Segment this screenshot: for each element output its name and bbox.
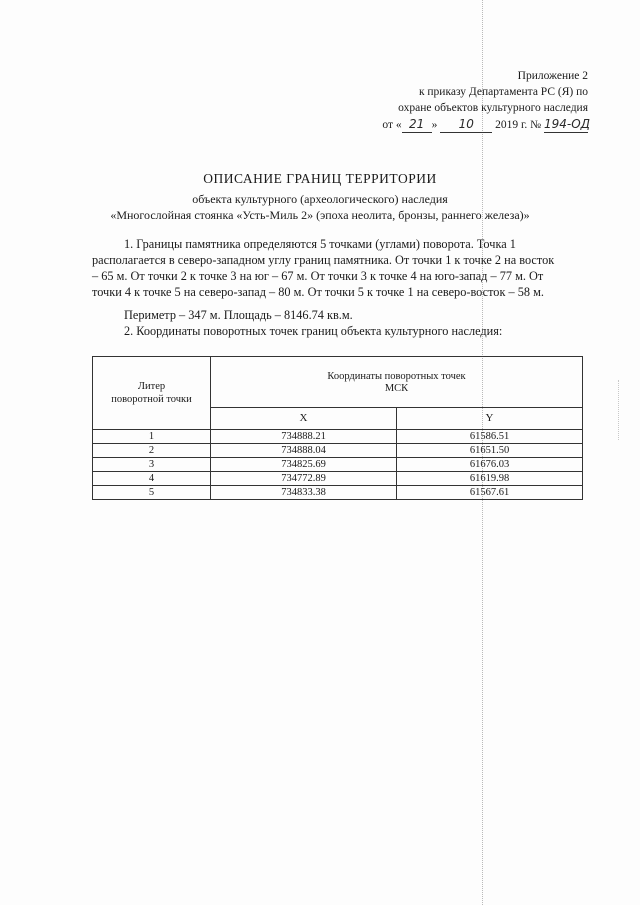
paragraph-line: – 65 м. От точки 2 к точке 3 на юг – 67 м. От точки 3 к точке 4 на юго-запад – 77 м. От <box>92 269 544 283</box>
appendix-department-line: охране объектов культурного наследия <box>398 102 588 114</box>
paragraph-line: 1. Границы памятника определяются 5 точками (углами) поворота. Точка 1 <box>124 237 516 251</box>
coordinates-intro-line: 2. Координаты поворотных точек границ объекта культурного наследия: <box>124 324 503 338</box>
header-coords-line2: МСК <box>384 382 409 394</box>
cell-point: 2 <box>93 444 211 458</box>
cell-point: 5 <box>93 486 211 500</box>
handwritten-order-number: 194-ОД <box>544 117 591 131</box>
perimeter-line: Периметр – 347 м. Площадь – 8146.74 кв.м. <box>124 308 353 322</box>
paragraph-perimeter <box>92 307 582 323</box>
cell-y: 61651.50 <box>397 444 583 458</box>
appendix-header <box>328 68 591 133</box>
document-subtitle-line1: объекта культурного (археологического) наследия <box>192 192 448 206</box>
paragraph-coordinates-intro <box>92 323 582 339</box>
date-prefix: от « <box>382 119 402 131</box>
document-title: ОПИСАНИЕ ГРАНИЦ ТЕРРИТОРИИ <box>203 171 437 186</box>
document-subtitle-line2: «Многослойная стоянка «Усть-Миль 2» (эпоха неолита, бронзы, раннего железа)» <box>110 208 530 222</box>
header-x: X <box>211 407 397 429</box>
paragraph-boundaries <box>92 236 582 300</box>
coordinates-table <box>92 356 583 500</box>
header-point-liter <box>93 357 211 430</box>
table-row <box>93 486 583 500</box>
appendix-date-line <box>328 116 591 133</box>
cell-y: 61676.03 <box>397 458 583 472</box>
cell-x: 734888.21 <box>211 430 397 444</box>
handwritten-month: 10 <box>440 116 492 133</box>
cell-y: 61567.61 <box>397 486 583 500</box>
paragraph-line: точки 4 к точке 5 на северо-запад – 80 м. От точки 5 к точке 1 на северо-восток – 58 м. <box>92 285 544 299</box>
cell-y: 61586.51 <box>397 430 583 444</box>
header-coordinates <box>211 357 583 408</box>
appendix-order-line: к приказу Департамента РС (Я) по <box>418 86 588 98</box>
cell-x: 734825.69 <box>211 458 397 472</box>
table-row <box>93 430 583 444</box>
cell-point: 3 <box>93 458 211 472</box>
scan-mark <box>618 380 619 440</box>
cell-point: 1 <box>93 430 211 444</box>
handwritten-day: 21 <box>402 116 432 133</box>
appendix-label: Приложение 2 <box>517 70 588 82</box>
header-liter-line1: Литер <box>137 381 166 392</box>
header-liter-line2: поворотной точки <box>111 394 192 405</box>
header-coords-line1: Координаты поворотных точек <box>327 370 466 382</box>
cell-point: 4 <box>93 472 211 486</box>
date-mid: » <box>431 119 438 131</box>
cell-y: 61619.98 <box>397 472 583 486</box>
table-row <box>93 458 583 472</box>
table-row <box>93 472 583 486</box>
header-y: Y <box>397 407 583 429</box>
cell-x: 734772.89 <box>211 472 397 486</box>
coordinates-table-wrap <box>92 356 582 500</box>
cell-x: 734888.04 <box>211 444 397 458</box>
table-row <box>93 444 583 458</box>
paragraph-line: располагается в северо-западном углу границ памятника. От точки 1 к точке 2 на восток <box>92 253 555 267</box>
cell-x: 734833.38 <box>211 486 397 500</box>
year-text: 2019 г. № <box>495 119 542 131</box>
